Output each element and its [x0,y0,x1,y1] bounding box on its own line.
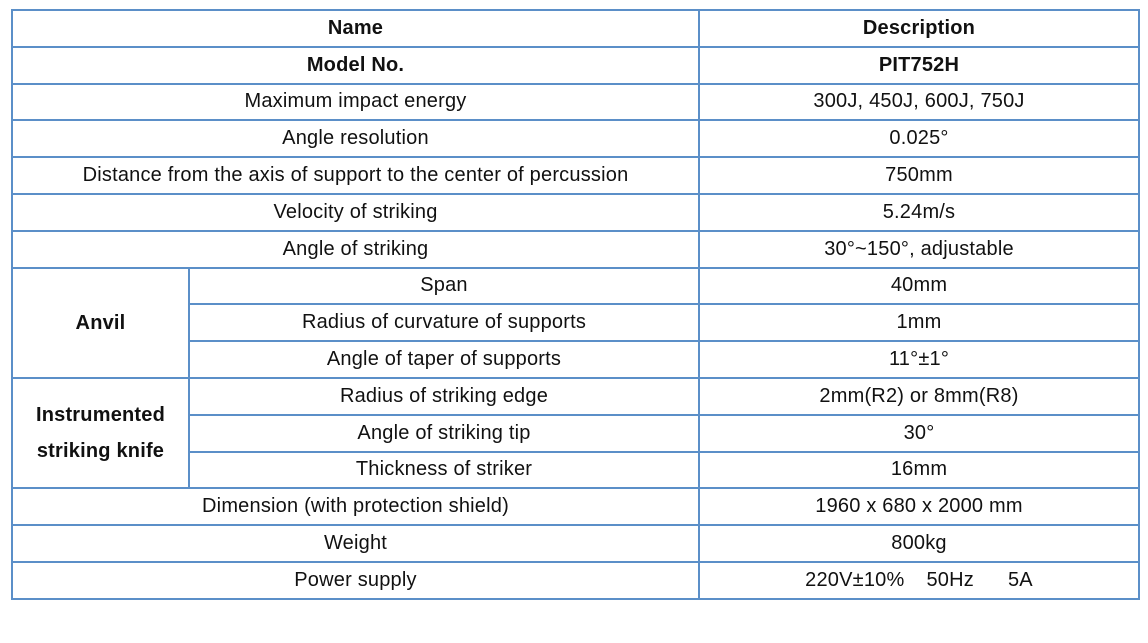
power-supply-value [699,562,1139,599]
row-value: 30° [699,415,1139,452]
power-current: 5A [1007,568,1033,591]
header-name: Name [12,10,699,47]
power-frequency: 50Hz [926,568,974,591]
table-row [12,488,1139,525]
table-row [12,525,1139,562]
row-name: Angle of striking tip [189,415,699,452]
row-value: 1960 x 680 x 2000 mm [699,488,1139,525]
row-name: Velocity of striking [12,194,699,231]
table-row [12,562,1139,599]
row-name: Model No. [12,47,699,84]
row-name: Angle resolution [12,120,699,157]
table-row [12,268,1139,305]
row-name: Radius of striking edge [189,378,699,415]
anvil-group-label: Anvil [12,268,189,378]
row-value: 800kg [699,525,1139,562]
row-value: 750mm [699,157,1139,194]
row-name: Span [189,268,699,305]
table-row [12,378,1139,415]
table-row [12,157,1139,194]
row-name: Maximum impact energy [12,84,699,121]
header-row [12,10,1139,47]
table-row [12,47,1139,84]
row-value: 5.24m/s [699,194,1139,231]
row-value: 40mm [699,268,1139,305]
row-value: PIT752H [699,47,1139,84]
knife-label-line2: striking knife [36,440,165,463]
row-value: 300J, 450J, 600J, 750J [699,84,1139,121]
row-name: Angle of taper of supports [189,341,699,378]
row-name: Dimension (with protection shield) [12,488,699,525]
knife-group-label [12,378,189,488]
row-name: Weight [12,525,699,562]
knife-label-line1: Instrumented [35,404,166,427]
row-name: Thickness of striker [189,452,699,489]
row-name: Power supply [12,562,699,599]
spec-table [11,9,1140,600]
table-row [12,194,1139,231]
table-row [12,84,1139,121]
row-value: 11°±1° [699,341,1139,378]
row-name: Distance from the axis of support to the center of percussion [12,157,699,194]
row-value: 0.025° [699,120,1139,157]
row-value: 1mm [699,304,1139,341]
power-voltage: 220V±10% [805,568,905,591]
header-description: Description [699,10,1139,47]
row-value: 2mm(R2) or 8mm(R8) [699,378,1139,415]
row-value: 16mm [699,452,1139,489]
row-name: Radius of curvature of supports [189,304,699,341]
table-row [12,120,1139,157]
row-value: 30°~150°, adjustable [699,231,1139,268]
table-row [12,231,1139,268]
row-name: Angle of striking [12,231,699,268]
